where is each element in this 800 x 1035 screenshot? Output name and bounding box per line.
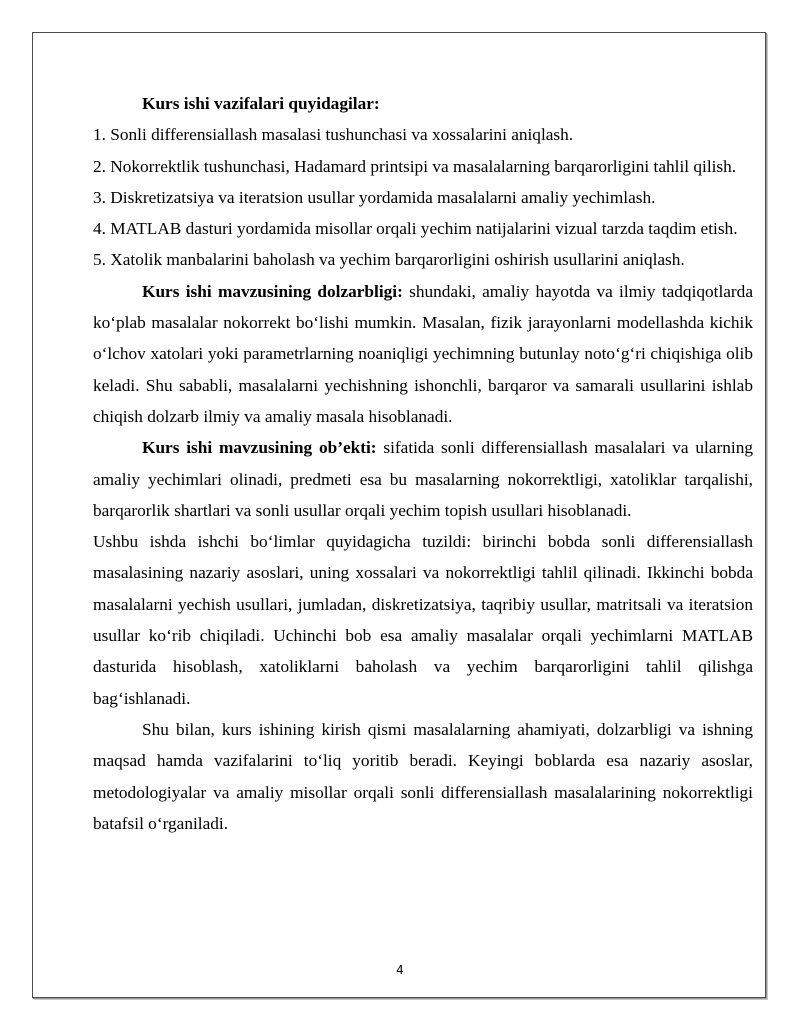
relevance-text: shundaki, amaliy hayotda va ilmiy tadqiqotlarda ko‘plab masalalar nokorrekt bo‘lishi mumkin. Masalan, fizik jarayonlarni modellashda kichik o‘lchov xatolari yoki parametrlarning noaniqligi yechimning butunlay noto‘g‘ri chiqishiga olib keladi. Shu sababli, masalalarni yechishning ishonchli, barqaror va samarali usullarini ishlab chiqish dolzarb ilmiy va amaliy masala hisoblanadi. — [93, 281, 753, 426]
conclusion-paragraph: Shu bilan, kurs ishining kirish qismi masalalarning ahamiyati, dolzarbligi va ishning maqsad hamda vazifalarini to‘liq yoritib beradi. Keyingi boblarda esa nazariy asoslar, metodologiyalar va amaliy misollar orqali sonli differensiallash masalalarining nokorrektligi batafsil o‘rganiladi. — [93, 719, 753, 833]
task-item-5: 5. Xatolik manbalarini baholash va yechim barqarorligini oshirish usullarini aniqlash. — [93, 250, 685, 270]
page-number: 4 — [396, 963, 404, 977]
document-body — [93, 88, 753, 839]
object-label: Kurs ishi mavzusining ob’ekti: — [142, 438, 377, 458]
object-paragraph — [93, 432, 753, 526]
tasks-heading: Kurs ishi vazifalari quyidagilar: — [142, 94, 380, 113]
relevance-label: Kurs ishi mavzusining dolzarbligi: — [142, 281, 403, 301]
task-item-1: 1. Sonli differensiallash masalasi tushunchasi va xossalarini aniqlash. — [93, 125, 574, 145]
structure-paragraph: Ushbu ishda ishchi bo‘limlar quyidagicha tuzildi: birinchi bobda sonli differensiallash masalasining nazariy asoslari, uning xossalari va nokorrektligi tahlil qilinadi. Ikkinchi bobda masalalarni yechish usullari, jumladan, diskretizatsiya, taqribiy usullar, matritsali va iteratsion usullar ko‘rib chiqiladi. Uchinchi bob esa amaliy masalalar orqali yechimlarni MATLAB dasturida hisoblash, xatoliklarni baholash va yechim barqarorligini tahlil qilishga bag‘ishlanadi. — [93, 532, 753, 708]
relevance-paragraph — [93, 276, 753, 432]
task-item-3: 3. Diskretizatsiya va iteratsion usullar yordamida masalalarni amaliy yechimlash. — [93, 187, 656, 207]
task-item-2: 2. Nokorrektlik tushunchasi, Hadamard printsipi va masalalarning barqarorligini tahlil qilish. — [93, 156, 737, 176]
task-item-4: 4. MATLAB dasturi yordamida misollar orqali yechim natijalarini vizual tarzda taqdim etish. — [93, 219, 738, 239]
object-text: sifatida sonli differensiallash masalalari va ularning amaliy yechimlari olinadi, predmeti esa bu masalarning nokorrektligi, xatoliklar tarqalishi, barqarorlik shartlari va sonli usullar orqali yechim topish usullari hisoblanadi. — [93, 438, 753, 520]
